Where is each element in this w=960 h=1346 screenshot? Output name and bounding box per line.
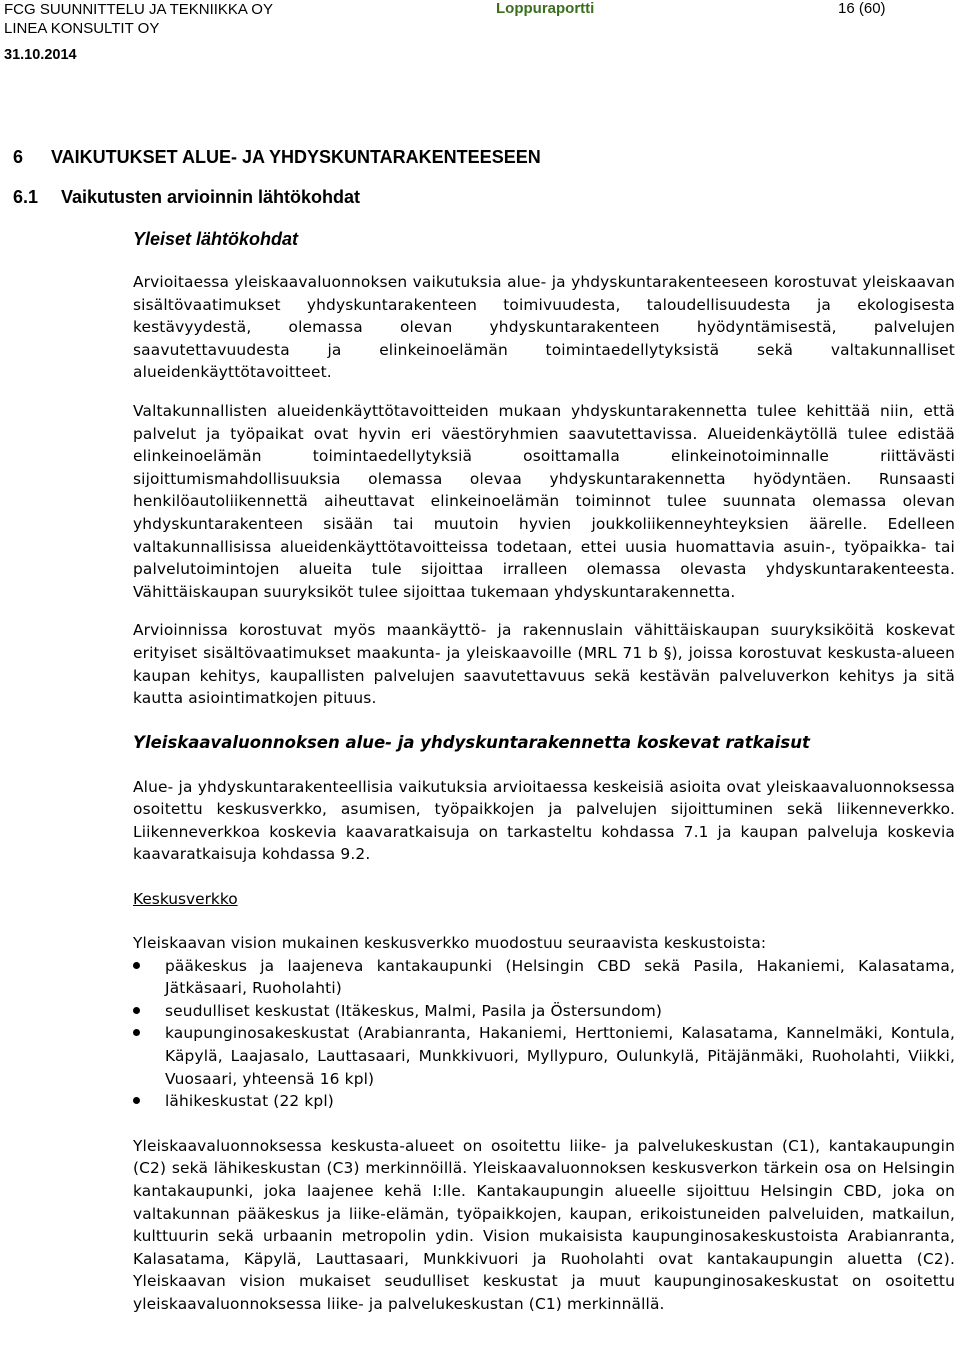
list-item xyxy=(133,1000,955,1023)
page-header xyxy=(0,0,960,70)
bullet-icon xyxy=(133,1029,140,1036)
bullet-icon xyxy=(133,1007,140,1014)
italic-subheading: Yleiset lähtökohdat xyxy=(133,229,299,249)
list-item-text: seudulliset keskustat (Itäkeskus, Malmi, Pasila ja Östersundom) xyxy=(165,1001,662,1020)
center-list xyxy=(133,955,955,1113)
section-title: VAIKUTUKSET ALUE- JA YHDYSKUNTARAKENTEESEEN xyxy=(51,147,541,167)
paragraph-3: Arvioinnissa korostuvat myös maankäyttö- ja rakennuslain vähittäiskaupan suuryksiköitä koskevat erityiset sisältövaatimukset maakunta- ja yleiskaavoille (MRL 71 b §), joissa korostuvat keskusta-alueen kaupan kehitys, kaupallisten palvelujen saavutettavuus sekä kestävän palveluverkon kehitys ja sitä kautta asiointimatkojen pituus. xyxy=(133,621,955,708)
list-item xyxy=(133,955,955,1000)
header-doc-title: Loppuraportti xyxy=(496,0,595,17)
subsection-number: 6.1 xyxy=(13,187,39,207)
header-date: 31.10.2014 xyxy=(4,47,77,63)
bullet-icon xyxy=(133,962,140,969)
paragraph-5: Yleiskaavan vision mukainen keskusverkko muodostuu seuraavista keskustoista: xyxy=(133,934,767,953)
header-company-line1: FCG SUUNNITTELU JA TEKNIIKKA OY xyxy=(4,1,273,18)
paragraph-4: Alue- ja yhdyskuntarakenteellisia vaikutuksia arvioitaessa keskeisiä asioita ovat yleiskaavaluonnoksessa osoitettu keskusverkko, asumisen, työpaikkojen ja palvelujen sijoittuminen sekä liikenneverkko. Liikenneverkkoa koskevia kaavaratkaisuja on tarkasteltu kohdassa 7.1 ja kaupan palveluja koskevia kaavaratkaisuja kohdassa 9.2. xyxy=(133,777,955,864)
list-item xyxy=(133,1022,955,1090)
list-item-text: pääkeskus ja laajeneva kantakaupunki (Helsingin CBD sekä Pasila, Hakaniemi, Kalasatama, Jätkäsaari, Ruoholahti) xyxy=(165,956,955,998)
network-subheading: Keskusverkko xyxy=(133,890,238,909)
list-item-text: kaupunginosakeskustat (Arabianranta, Hakaniemi, Herttoniemi, Kalasatama, Kannelmäki, Kontula, Käpylä, Laajasalo, Lauttasaari, Munkkivuori, Myllypuro, Oulunkylä, Pitäjänmäki, Ruoholahti, Viikki, Vuosaari, yhteensä 16 kpl) xyxy=(165,1024,955,1088)
list-item-text: lähikeskustat (22 kpl) xyxy=(165,1092,334,1111)
subsection-title: Vaikutusten arvioinnin lähtökohdat xyxy=(61,187,361,207)
header-company-line2: LINEA KONSULTIT OY xyxy=(4,20,160,37)
solutions-subheading: Yleiskaavaluonnoksen alue- ja yhdyskuntarakennetta koskevat ratkaisut xyxy=(133,732,810,752)
subsection-heading xyxy=(13,187,360,208)
list-item xyxy=(133,1090,955,1113)
header-company-block xyxy=(4,0,273,65)
paragraph-2: Valtakunnallisten alueidenkäyttötavoitteiden mukaan yhdyskuntarakennetta tulee kehittää niin, että palvelut ja työpaikat ovat hyvin eri väestöryhmien saavutettavissa. Alueidenkäytöllä tulee edistää elinkeinoelämän toimintaedellytyksiä osoittamalla elinkeinotoiminnalle riittävästi sijoittumismahdollisuuksia olemassa olevaa yhdyskuntarakennetta hyödyntäen. Runsaasti henkilöautoliikennettä aiheuttavat elinkeinoelämän toiminnot tulee suunnata olemassa olevan yhdyskuntarakenteen sisään tai muutoin hyvien joukkoliikenneyhteyksien äärelle. Edelleen valtakunnallisissa alueidenkäyttötavoitteissa todetaan, ettei uusia huomattavia asuin-, työpaikka- tai palvelutoimintojen alueita tule sijoittaa irralleen olemassa olevasta yhdyskuntarakenteesta. Vähittäiskaupan suuryksiköt tulee sijoittaa tukemaan yhdyskuntarakennetta. xyxy=(133,401,955,601)
paragraph-6: Yleiskaavaluonnoksessa keskusta-alueet on osoitettu liike- ja palvelukeskustan (C1), kantakaupungin (C2) sekä lähikeskustan (C3) merkinnöillä. Yleiskaavaluonnoksen keskusverkon tärkein osa on Helsingin kantakaupunki, joka laajenee kehä I:lle. Kantakaupungin alueelle sijoittuu Helsingin CBD, joka on valtakunnan pääkeskus ja liike-elämän, työpaikkojen, kaupan, erikoistuneiden palveluiden, matkailun, kulttuurin sekä urbaanin metropolin ydin. Vision mukaisista kaupunginosakeskustoista Arabianranta, Kalasatama, Käpylä, Lauttasaari, Munkkivuori ja Ruoholahti ovat kantakaupungin aluetta (C2). Yleiskaavan vision mukaiset seudulliset keskustat ja muut kaupunginosakeskustat on osoitettu yleiskaavaluonnoksessa liike- ja palvelukeskustan (C1) merkinnällä. xyxy=(133,1136,955,1313)
body-content xyxy=(133,271,955,1316)
section-number: 6 xyxy=(13,147,24,167)
section-heading xyxy=(13,147,541,168)
header-page-number: 16 (60) xyxy=(838,0,886,17)
bullet-icon xyxy=(133,1097,140,1104)
paragraph-1: Arvioitaessa yleiskaavaluonnoksen vaikutuksia alue- ja yhdyskuntarakenteeseen korostuvat yleiskaavan sisältövaatimukset yhdyskuntarakenteen toimivuudesta, taloudellisuudesta ja ekologisesta kestävyydestä, olemassa olevan yhdyskuntarakenteen hyödyntämisestä, palvelujen saavutettavuudesta ja elinkeinoelämän toimintaedellytyksistä sekä valtakunnalliset alueidenkäyttötavoitteet. xyxy=(133,273,955,382)
